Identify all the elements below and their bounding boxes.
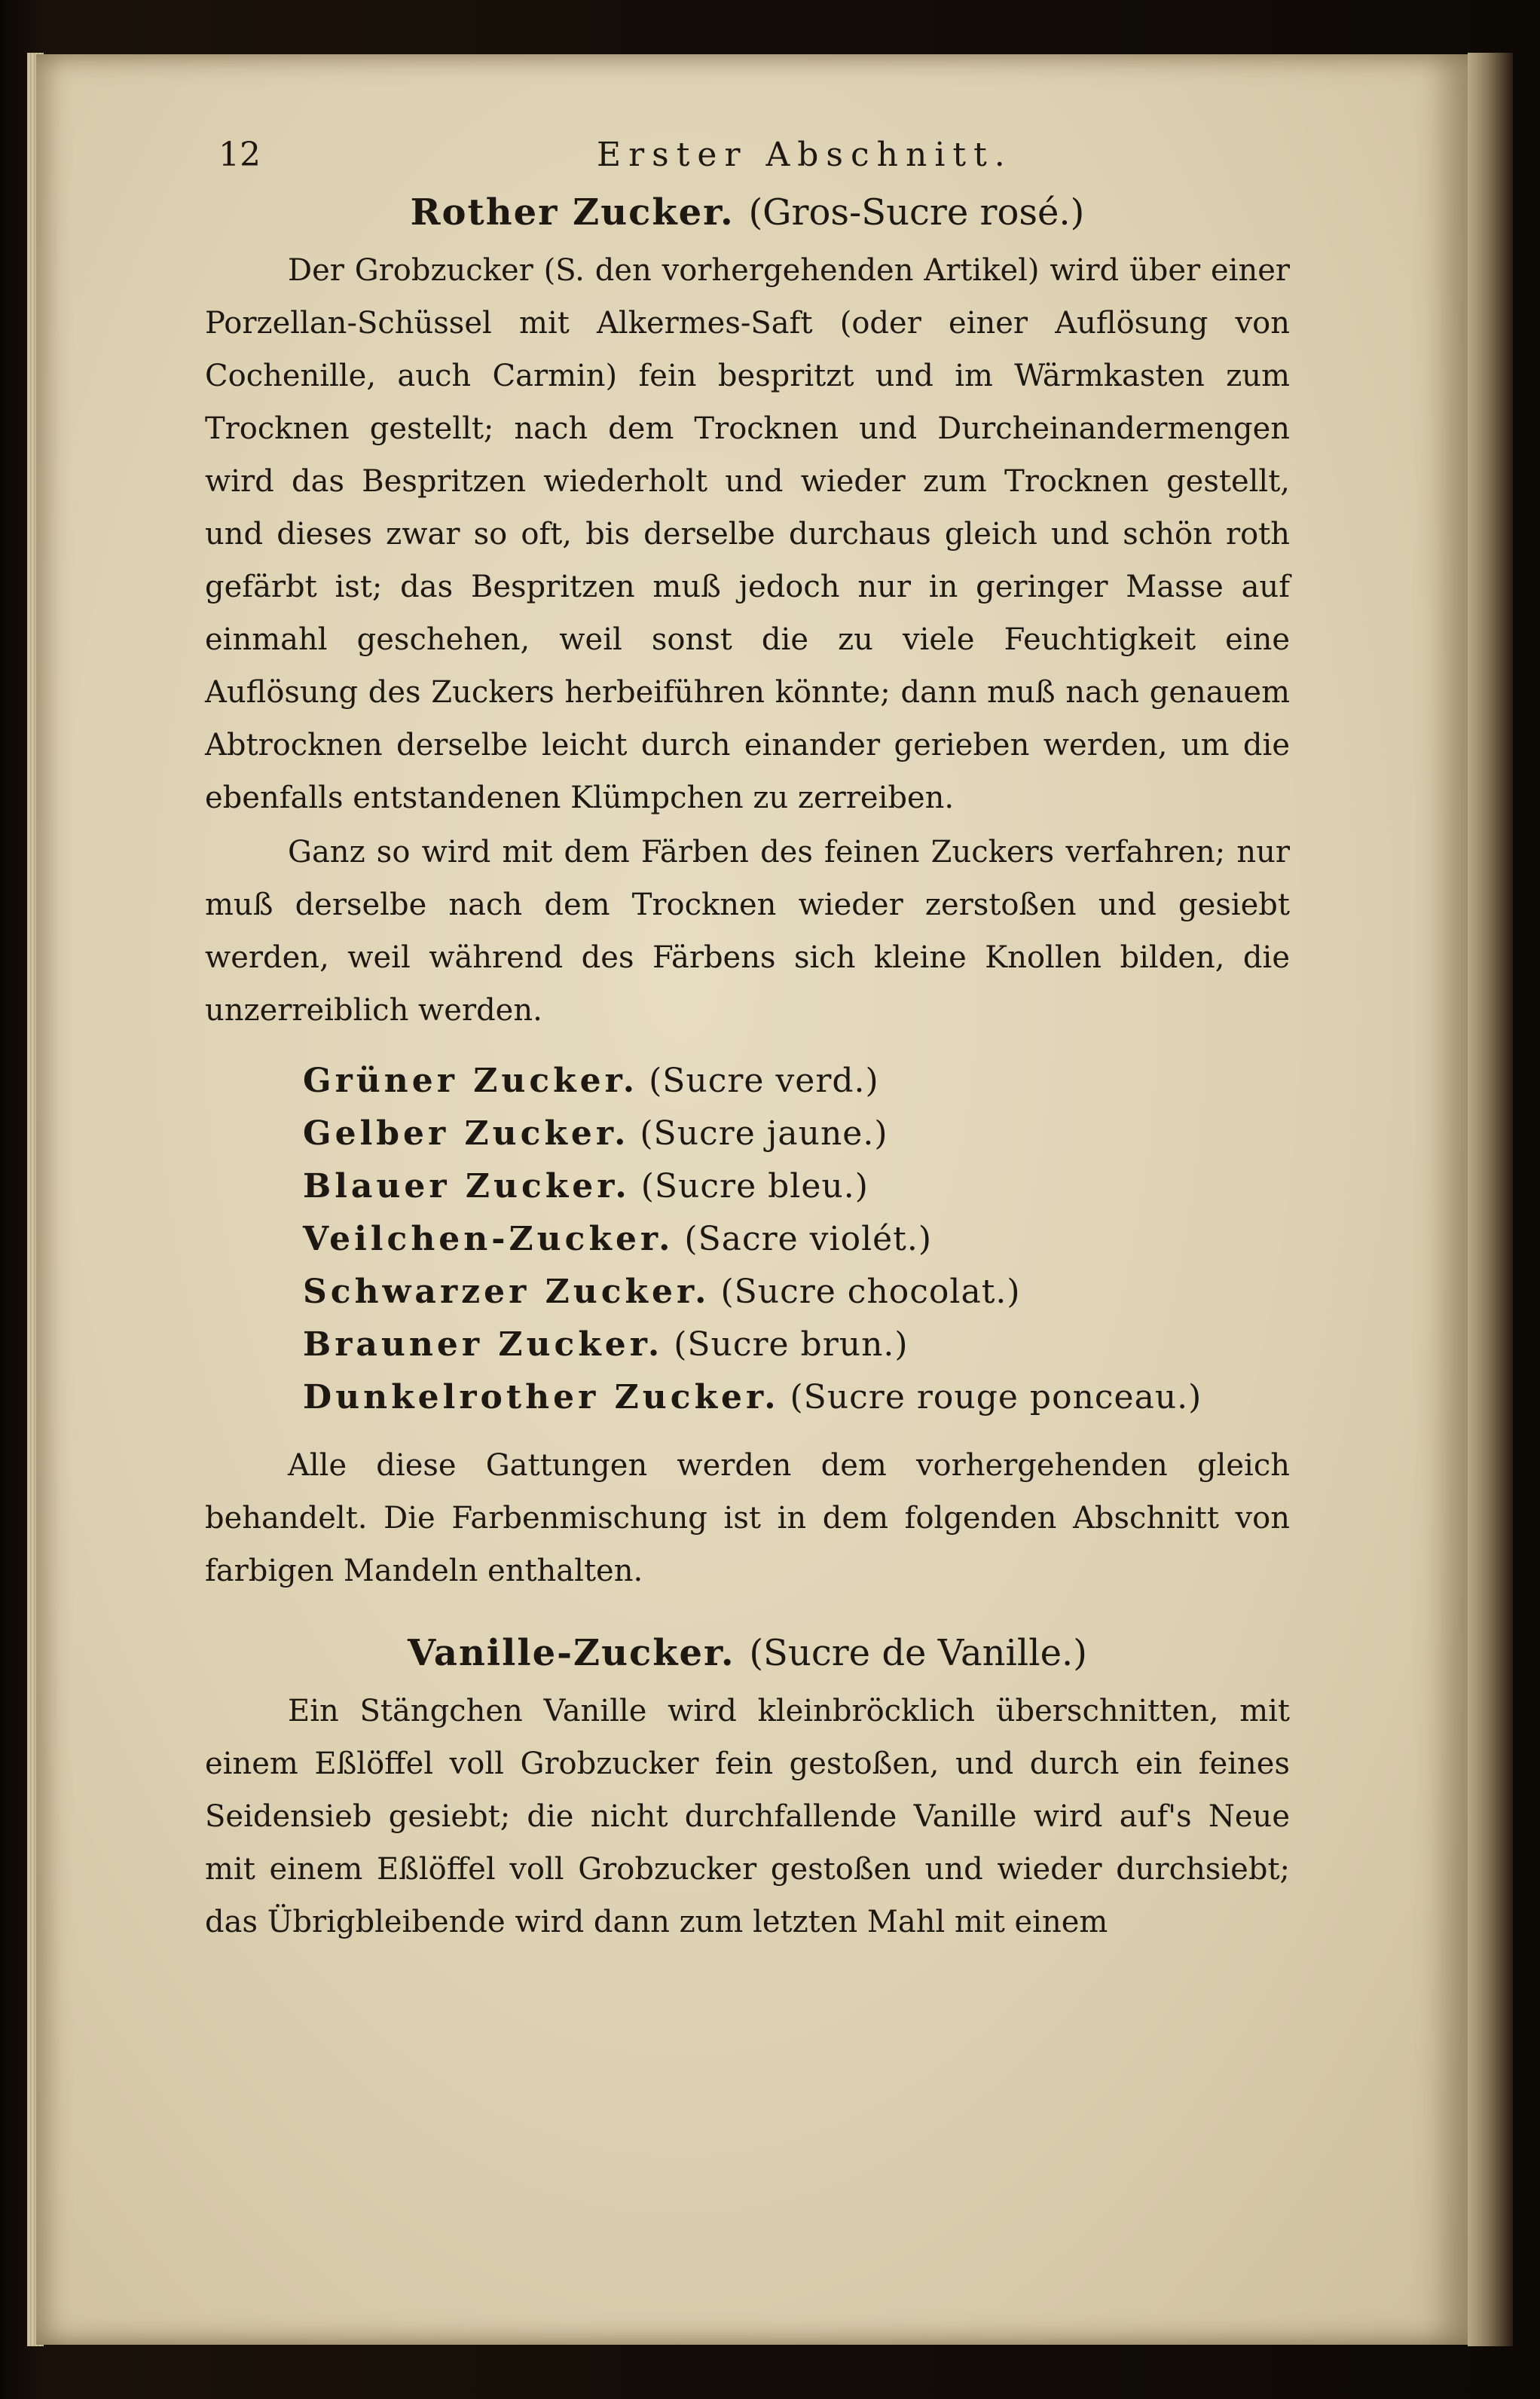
variant-item: [303, 1108, 1290, 1160]
variant-german: Veilchen-Zucker.: [303, 1220, 674, 1258]
paragraph-gattungen: Alle diese Gattungen werden dem vorhergehenden gleich behandelt. Die Farbenmischung ist in dem folgenden Abschnitt von farbigen Mandeln enthalten.: [205, 1448, 1290, 1588]
page-header: [205, 136, 1290, 188]
section-heading-vanille-zucker: [205, 1632, 1290, 1674]
variant-german: Schwarzer Zucker.: [303, 1273, 710, 1311]
variant-french: (Sucre chocolat.): [720, 1273, 1021, 1311]
variant-item: [303, 1213, 1290, 1266]
variant-french: (Sacre violét.): [684, 1220, 933, 1258]
variant-german: Blauer Zucker.: [303, 1167, 631, 1206]
heading-french: (Sucre de Vanille.): [749, 1632, 1087, 1674]
variant-french: (Sucre rouge ponceau.): [790, 1378, 1202, 1416]
section-heading-rother-zucker: [205, 191, 1290, 234]
paragraph-feiner-zucker: Ganz so wird mit dem Färben des feinen Zuckers verfahren; nur muß derselbe nach dem Trocknen wieder zerstoßen und gesiebt werden, weil während des Färbens sich kleine Knollen bilden, die unzerreiblich werden.: [205, 835, 1290, 1028]
binding-shadow: [1468, 53, 1513, 2346]
spacer: [205, 1597, 1290, 1629]
variant-item: [303, 1055, 1290, 1108]
variant-german: Brauner Zucker.: [303, 1325, 664, 1364]
variant-french: (Sucre verd.): [649, 1062, 879, 1100]
variant-german: Gelber Zucker.: [303, 1114, 630, 1153]
variant-list: [205, 1055, 1290, 1424]
variant-french: (Sucre jaune.): [640, 1114, 888, 1153]
heading-german: Vanille-Zucker.: [408, 1632, 735, 1674]
running-title: Erster Abschnitt.: [597, 136, 1013, 174]
variant-french: (Sucre bleu.): [640, 1167, 869, 1206]
variant-item: [303, 1319, 1290, 1371]
variant-item: [303, 1266, 1290, 1319]
variant-item: [303, 1371, 1290, 1424]
variant-french: (Sucre brun.): [674, 1325, 909, 1364]
paragraph-vanille: Ein Stängchen Vanille wird kleinbröcklich überschnitten, mit einem Eßlöffel voll Grobzucker fein gestoßen, und durch ein feines Seidensieb gesiebt; die nicht durchfallende Vanille wird auf's Neue mit einem Eßlöffel voll Grobzucker gestoßen und wieder durchsiebt; das Übrigbleibende wird dann zum letzten Mahl mit einem: [205, 1694, 1290, 1939]
variant-german: Dunkelrother Zucker.: [303, 1378, 780, 1416]
variant-item: [303, 1160, 1290, 1213]
paragraph-grobzucker: Der Grobzucker (S. den vorhergehenden Artikel) wird über einer Porzellan-Schüssel mit Alkermes-Saft (oder einer Auflösung von Cochenille, auch Carmin) fein bespritzt und im Wärmkasten zum Trocknen gestellt; nach dem Trocknen und Durcheinandermengen wird das Bespritzen wiederholt und wieder zum Trocknen gestellt, und dieses zwar so oft, bis derselbe durchaus gleich und schön roth gefärbt ist; das Bespritzen muß jedoch nur in geringer Masse auf einmahl geschehen, weil sonst die zu viele Feuchtigkeit eine Auflösung des Zuckers herbeiführen könnte; dann muß nach genauem Abtrocknen derselbe leicht durch einander gerieben werden, um die ebenfalls entstandenen Klümpchen zu zerreiben.: [205, 253, 1290, 815]
page-number: 12: [218, 136, 261, 174]
heading-french: (Gros-Sucre rosé.): [748, 191, 1085, 234]
heading-german: Rother Zucker.: [410, 191, 735, 234]
page-content: [205, 136, 1290, 1948]
variant-german: Grüner Zucker.: [303, 1062, 639, 1100]
